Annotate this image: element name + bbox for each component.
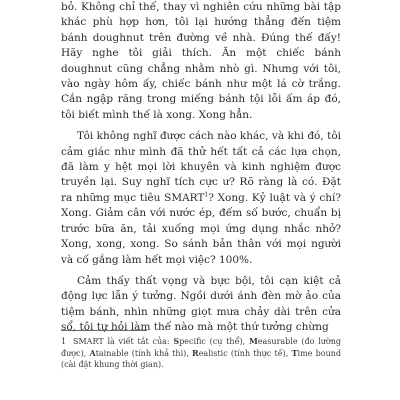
footnote-lead: SMART là viết tắt của:	[73, 337, 174, 346]
footnote-word-r: ealistic (tính thực tế),	[198, 348, 292, 358]
footnote-number: 1	[61, 337, 67, 346]
footnote-word-m: easurable (đo lường được),	[61, 337, 341, 358]
footnote	[61, 336, 341, 371]
paragraph-1-text: bỏ. Không chỉ thế, thay vì nghiên cứu những bài tập khác phù hợp hơn, tôi lại hướng thẳng đến tiệm bánh doughnut trên đường về nhà. Đúng thế đấy! Hãy nghe tôi giải thích. Ăn một chiếc bánh doughnut cũng chẳng nhằm nhò gì. Nhưng với tôi, vào ngày hôm ấy, chiếc bánh như một lá cờ trắng. Cắn ngập răng trong miếng bánh tội lỗi ấm áp đó, tôi biết mình thế là xong. Xong hẳn.	[61, 1, 341, 121]
paragraph-2-text-start: Tôi không nghĩ được cách nào khác, và khi đó, tôi cảm giác như mình đã thử hết tất cả các lựa chọn, đã làm y hệt mọi lời khuyên và kinh nghiệm được truyền lại. Suy nghĩ tích cực ư? Rõ ràng là có. Đặt ra những mục tiêu SMART	[61, 130, 341, 204]
footnote-word-s: pecific (cụ thể),	[179, 337, 249, 346]
footnote-word-t: ime bound (cài đặt khung thời gian).	[61, 348, 341, 370]
paragraph-2	[61, 129, 341, 268]
footnote-letter-m: M	[248, 336, 258, 346]
footnote-letter-s: S	[173, 336, 180, 346]
paragraph-1	[61, 0, 341, 123]
footnote-letter-t: T	[291, 347, 298, 358]
footnote-reference[interactable]: 1	[204, 191, 209, 199]
footnote-divider	[61, 330, 147, 331]
footnote-word-a: tainable (tính khả thi),	[95, 348, 193, 358]
paragraph-2-text-end: ? Xong. Kỷ luật và ý chí? Xong. Giảm cân với nước ép, đếm số bước, chuẩn bị trước bữa ăn, tải xuống mọi ứng dụng nhắc nhở? Xong, xong, xong. So sánh bản thân với mọi người và cố gắng làm hết mọi việc? 100%.	[61, 191, 341, 266]
footnote-letter-a: A	[89, 347, 96, 358]
footnote-letter-r: R	[192, 347, 199, 358]
paragraph-3-text: Cảm thấy thất vọng và bực bội, tôi cạn kiệt cả động lực lẫn ý tưởng. Ngồi dưới ánh đèn mờ ảo của tiệm bánh, nhìn những giọt mưa chảy dài trên cửa sổ, tôi tự hỏi làm thế nào mà một thứ tưởng chừng	[61, 274, 341, 334]
body-text	[61, 0, 341, 336]
paragraph-3	[61, 274, 341, 336]
